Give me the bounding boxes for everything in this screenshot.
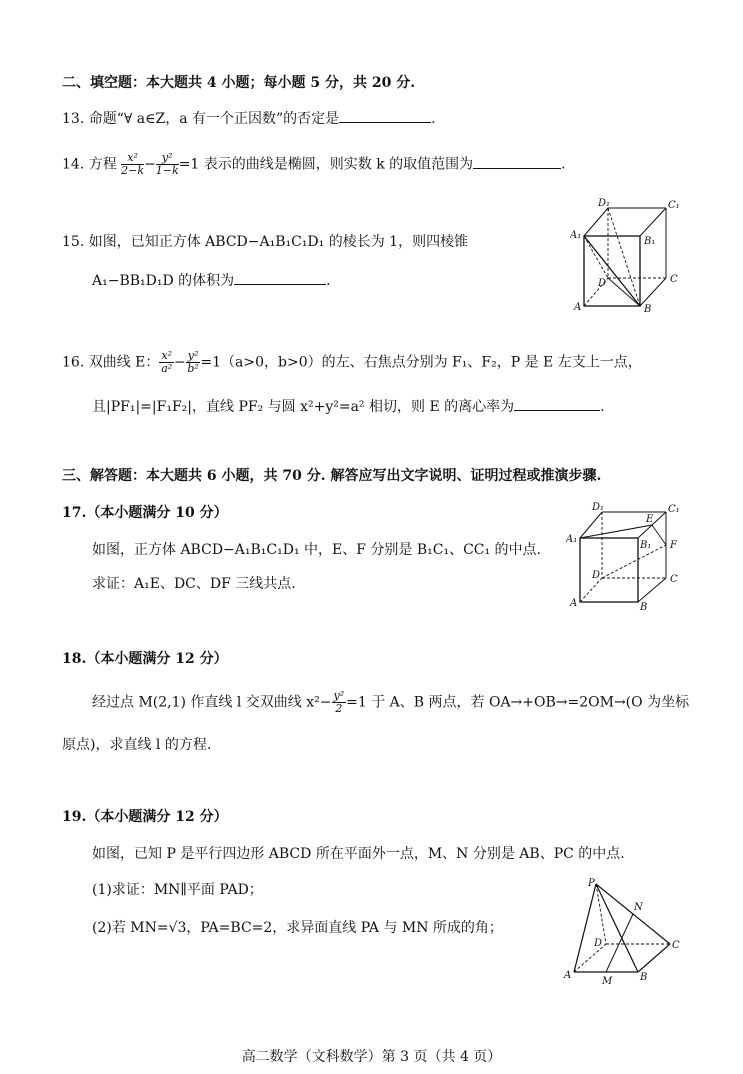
fig19-label-C: C (672, 940, 680, 951)
fig15-label-A1: A₁ (570, 230, 582, 241)
q14-fraction-2: $\frac{\text{y²}}{1-k}$ (155, 151, 179, 177)
fig17-label-A: A (570, 598, 578, 609)
fig15-label-B1: B₁ (644, 236, 656, 247)
q14-fraction-1: $\frac{\text{x²}}{2-k}$ (121, 151, 145, 177)
fig17-label-E: E (646, 514, 654, 525)
fig17-label-C: C (670, 574, 678, 585)
fig17-label-F: F (670, 540, 677, 551)
q15-line2-text: A₁−BB₁D₁D 的体积为 (92, 273, 235, 289)
section3-header: 三、解答题：本大题共 6 小题，共 70 分. 解答应写出文字说明、证明过程或推演步骤. (62, 468, 602, 484)
fig17-label-D1: D₁ (592, 502, 605, 513)
fig19-label-D: D (594, 938, 603, 949)
fig17-label-B: B (640, 602, 648, 612)
fig15-label-C: C (670, 274, 678, 285)
q18-line2: 原点)，求直线 l 的方程. (62, 737, 212, 753)
q19-line2: (1)求证：MN∥平面 PAD； (92, 882, 263, 898)
q18-fraction: $\frac{\text{y²}}{2}$ (333, 689, 345, 715)
q14-minus: − (144, 156, 156, 173)
question-16-line1 (62, 350, 642, 375)
fig15-label-B: B (644, 304, 652, 315)
fig17-label-D: D (592, 570, 601, 581)
fig19-label-P: P (588, 878, 595, 889)
q16-fraction-1: $\frac{\text{x²}}{\text{a²}}$ (161, 349, 173, 375)
q16-answer-blank[interactable] (514, 396, 600, 411)
fig15-label-C1: C₁ (668, 200, 680, 211)
q16-text-a: 16. 双曲线 E： (62, 354, 160, 371)
q15-answer-blank[interactable] (234, 270, 326, 285)
question-14 (62, 152, 566, 177)
cube-figure-17 (566, 500, 690, 612)
fig15-label-D1: D₁ (598, 198, 611, 209)
q18-text-b: =1 于 A、B 两点，若 OA→+OB→=2OM→(O 为坐标 (346, 694, 690, 711)
fig17-label-B1: B₁ (640, 540, 652, 551)
q15-line2 (92, 270, 331, 291)
q18-text-a: 经过点 M(2,1) 作直线 l 交双曲线 x²− (92, 694, 332, 711)
pyramid-figure-19 (560, 878, 688, 988)
question-16-line2 (92, 396, 605, 417)
fig19-label-M: M (602, 976, 613, 987)
q18-line1 (92, 690, 689, 715)
q14-text-a: 14. 方程 (62, 156, 117, 173)
q18-title: 18.（本小题满分 12 分） (62, 651, 228, 667)
q15-line1: 15. 如图，已知正方体 ABCD−A₁B₁C₁D₁ 的棱长为 1，则四棱锥 (62, 234, 469, 250)
q13-text: 13. 命题“∀ a∈Z，a 有一个正因数”的否定是 (62, 111, 340, 127)
q17-title: 17.（本小题满分 10 分） (62, 505, 228, 521)
fig17-label-C1: C₁ (668, 504, 680, 515)
q15-end: . (326, 273, 331, 289)
q14-end: . (561, 156, 566, 173)
q13-end: . (431, 111, 436, 127)
q16-minus: − (174, 354, 186, 371)
fig17-label-A1: A₁ (566, 534, 578, 545)
q17-line1: 如图，正方体 ABCD−A₁B₁C₁D₁ 中，E、F 分别是 B₁C₁、CC₁ 的中点. (92, 542, 542, 558)
fig15-label-A: A (574, 302, 582, 313)
page-footer: 高二数学（文科数学）第 3 页（共 4 页） (241, 1049, 502, 1065)
cube-figure-15 (570, 196, 690, 316)
fig19-label-N: N (634, 902, 643, 913)
q14-answer-blank[interactable] (473, 154, 561, 169)
fig15-label-D: D (598, 278, 607, 289)
q13-answer-blank[interactable] (339, 108, 431, 123)
section2-header: 二、填空题：本大题共 4 小题；每小题 5 分，共 20 分. (62, 75, 416, 91)
q19-line1: 如图，已知 P 是平行四边形 ABCD 所在平面外一点，M、N 分别是 AB、PC 的中点. (92, 846, 625, 862)
q16-text-b: =1（a>0，b>0）的左、右焦点分别为 F₁、F₂，P 是 E 左支上一点， (200, 354, 642, 371)
question-13 (62, 108, 436, 129)
fig19-label-A: A (564, 970, 572, 981)
q19-title: 19.（本小题满分 12 分） (62, 809, 228, 825)
q16-fraction-2: $\frac{\text{y²}}{\text{b²}}$ (187, 349, 199, 375)
q16-line2-text: 且|PF₁|=|F₁F₂|，直线 PF₂ 与圆 x²+y²=a² 相切，则 E 的离心率为 (92, 399, 515, 415)
q19-line3: (2)若 MN=√3，PA=BC=2，求异面直线 PA 与 MN 所成的角； (92, 920, 503, 936)
q17-line2: 求证：A₁E、DC、DF 三线共点. (92, 576, 296, 592)
fig19-label-B: B (640, 972, 648, 983)
q16-end: . (600, 399, 605, 415)
q14-text-b: =1 表示的曲线是椭圆，则实数 k 的取值范围为 (178, 156, 474, 173)
